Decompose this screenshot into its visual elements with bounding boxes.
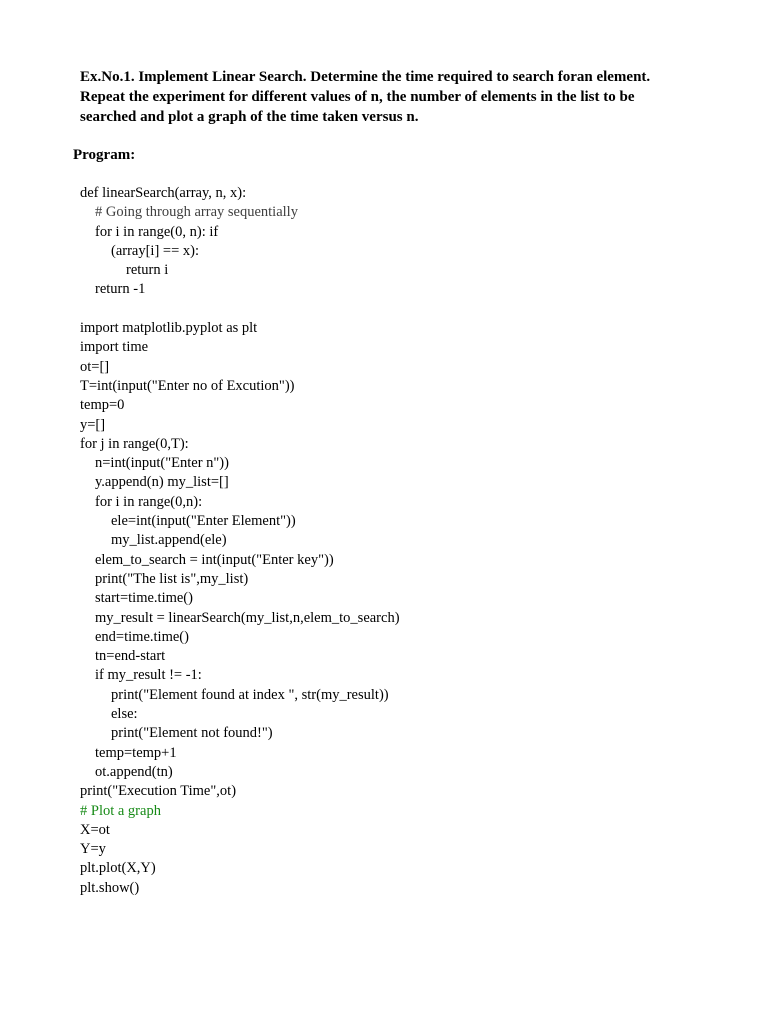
blank-line (80, 300, 720, 319)
code-line: for i in range(0,n): (95, 493, 203, 510)
code-line: plt.show() (80, 879, 140, 896)
code-line: ot.append(tn) (95, 763, 173, 780)
code-line: print("Element not found!") (111, 725, 273, 742)
code-line: for i in range(0, n): if (95, 223, 219, 240)
code-line: my_result = linearSearch(my_list,n,elem_to_search) (95, 609, 400, 626)
code-line: import time (80, 339, 149, 356)
code-line: def linearSearch(array, n, x): (80, 185, 247, 201)
heading-line-1: Ex.No.1. Implement Linear Search. Determine the time required to search foran element. (80, 69, 651, 85)
code-comment: # Going through array sequentially (95, 204, 298, 221)
code-line: T=int(input("Enter no of Excution")) (80, 377, 295, 394)
code-line: import matplotlib.pyplot as plt (80, 320, 258, 337)
code-line: print("Execution Time",ot) (80, 783, 237, 800)
code-line: Y=y (80, 841, 106, 858)
code-line: for j in range(0,T): (80, 435, 189, 452)
code-line: if my_result != -1: (95, 667, 202, 684)
code-line: return -1 (95, 281, 146, 298)
code-line: ot=[] (80, 358, 110, 375)
code-line: y.append(n) my_list=[] (95, 474, 229, 491)
code-line: else: (111, 706, 138, 723)
program-label: Program: (73, 147, 136, 163)
code-line: start=time.time() (95, 590, 193, 607)
code-line: (array[i] == x): (111, 242, 200, 259)
code-block (80, 184, 720, 898)
code-line: temp=0 (80, 397, 125, 414)
heading-line-3: searched and plot a graph of the time taken versus n. (80, 109, 419, 125)
heading-line-2: Repeat the experiment for different values of n, the number of elements in the list to be (80, 89, 635, 105)
exercise-heading (80, 67, 720, 127)
code-line: ele=int(input("Enter Element")) (111, 513, 296, 530)
code-line: y=[] (80, 416, 106, 433)
code-comment: # Plot a graph (80, 802, 161, 819)
code-line: tn=end-start (95, 648, 166, 665)
code-line: temp=temp+1 (95, 744, 177, 761)
code-line: end=time.time() (95, 628, 189, 645)
code-line: return i (126, 262, 169, 279)
code-line: X=ot (80, 821, 110, 838)
code-line: my_list.append(ele) (111, 532, 227, 549)
code-line: plt.plot(X,Y) (80, 860, 156, 877)
code-line: print("The list is",my_list) (95, 570, 249, 587)
code-line: elem_to_search = int(input("Enter key")) (95, 551, 334, 568)
code-line: n=int(input("Enter n")) (95, 455, 229, 472)
code-line: print("Element found at index ", str(my_result)) (111, 686, 389, 703)
